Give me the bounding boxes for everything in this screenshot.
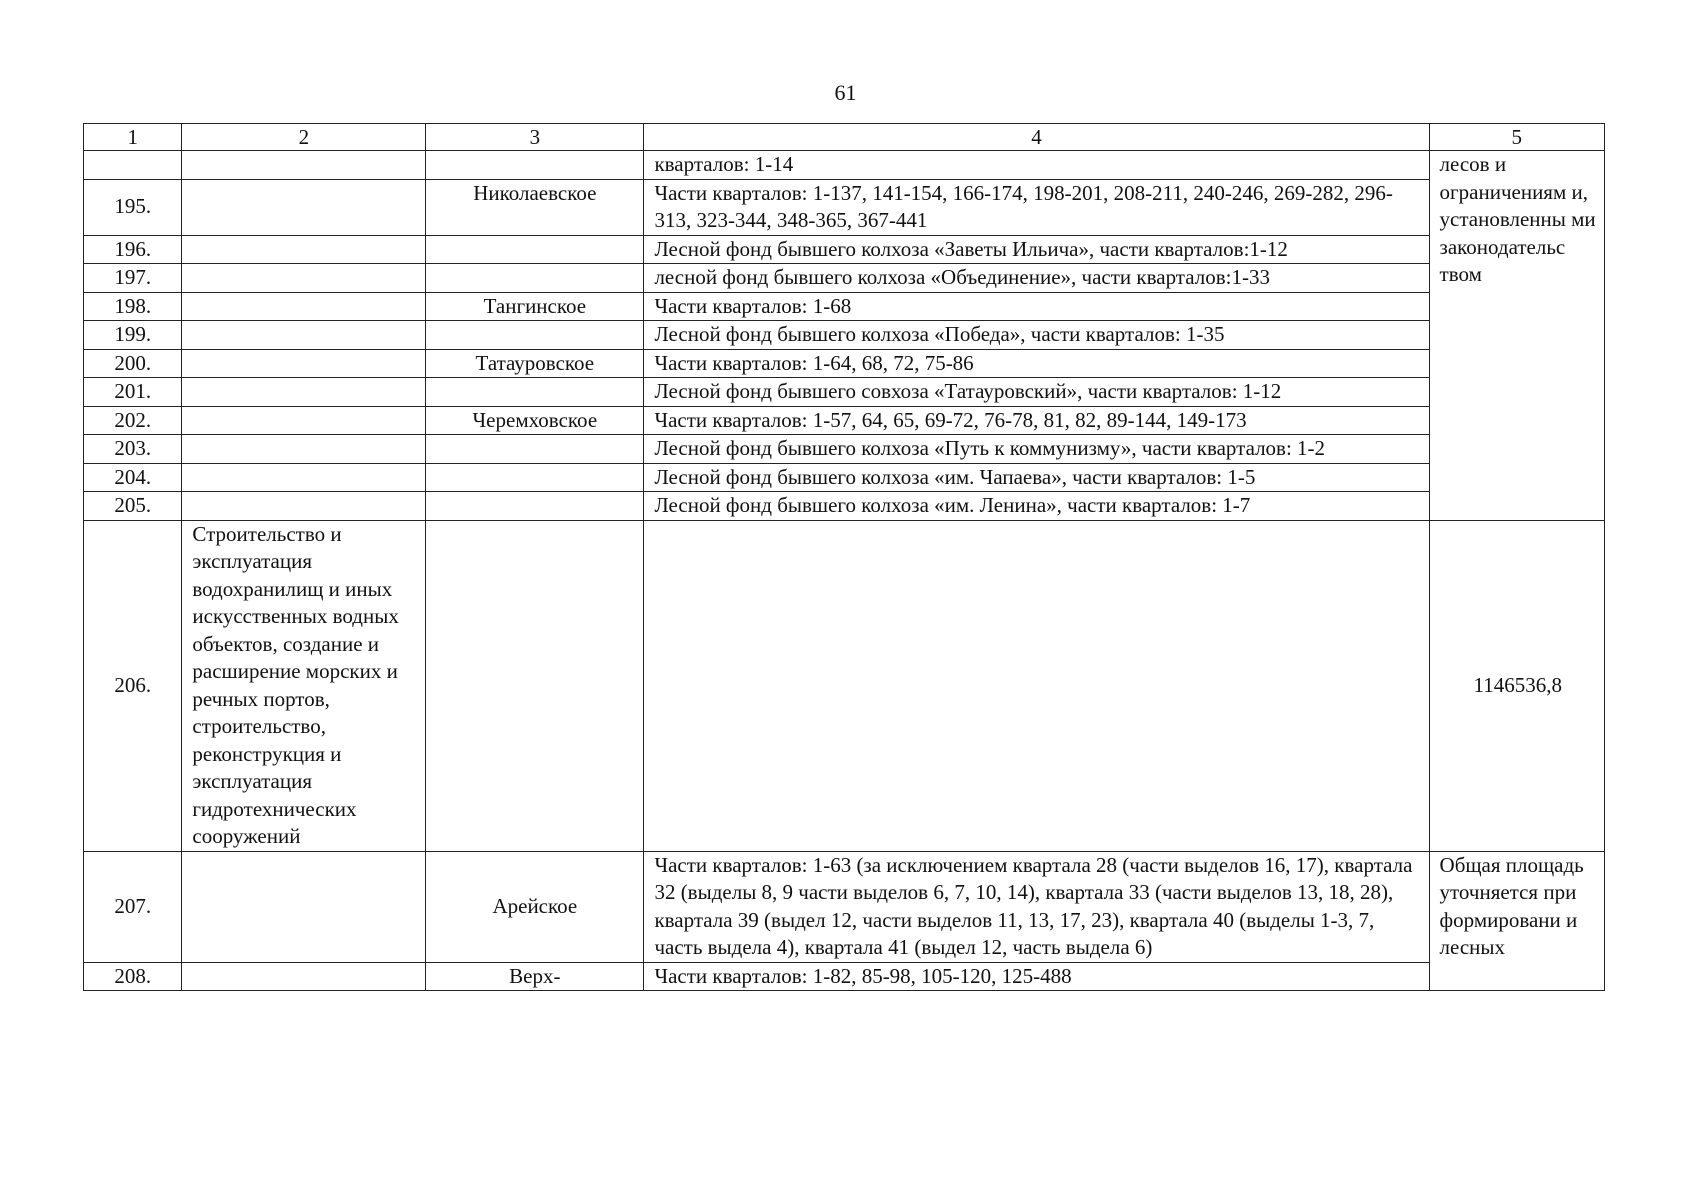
row-number: 205. (84, 492, 182, 521)
table-row (84, 378, 1605, 407)
row-forestry: Тангинское (426, 292, 644, 321)
row-purpose (182, 235, 426, 264)
row-number: 206. (84, 520, 182, 851)
row-forestry: Николаевское (426, 179, 644, 235)
row-purpose (182, 406, 426, 435)
row-quarters (644, 520, 1429, 851)
row-purpose (182, 179, 426, 235)
row-forestry (426, 235, 644, 264)
row-area: 1146536,8 (1429, 520, 1604, 851)
row-forestry (426, 264, 644, 293)
row-purpose (182, 264, 426, 293)
row-number: 203. (84, 435, 182, 464)
row-number: 202. (84, 406, 182, 435)
table-row (84, 349, 1605, 378)
row-purpose (182, 292, 426, 321)
row-purpose (182, 851, 426, 962)
row-number (84, 151, 182, 180)
row-forestry: Черемховское (426, 406, 644, 435)
row-forestry (426, 151, 644, 180)
row-number: 198. (84, 292, 182, 321)
row-purpose (182, 463, 426, 492)
row-purpose: Строительство и эксплуатация водохранилищ и иных искусственных водных объектов, создание и расширение морских и речных портов, строительство, реконструкция и эксплуатация гидротехнических сооружений (182, 520, 426, 851)
header-cell-5: 5 (1429, 124, 1604, 151)
row-number: 204. (84, 463, 182, 492)
table-row (84, 264, 1605, 293)
table-row (84, 463, 1605, 492)
page-number: 61 (834, 80, 857, 105)
forest-registry-table (83, 123, 1605, 991)
area-note: лесов и ограничениям и, установленны ми законодательс твом (1429, 151, 1604, 521)
row-quarters: Лесной фонд бывшего колхоза «Путь к коммунизму», части кварталов: 1-2 (644, 435, 1429, 464)
row-forestry (426, 378, 644, 407)
row-quarters: Части кварталов: 1-68 (644, 292, 1429, 321)
row-quarters: кварталов: 1-14 (644, 151, 1429, 180)
row-forestry: Верх- (426, 962, 644, 991)
table-row (84, 851, 1605, 962)
row-forestry: Татауровское (426, 349, 644, 378)
row-quarters: Части кварталов: 1-63 (за исключением квартала 28 (части выделов 16, 17), квартала 32 (выделы 8, 9 части выделов 6, 7, 10, 14), квартала 33 (части выделов 13, 18, 28), квартала 39 (выдел 12, части выделов 11, 13, 17, 23), квартала 40 (выделы 1-3, 7, часть выдела 4), квартала 41 (выдел 12, часть выдела 6) (644, 851, 1429, 962)
row-quarters: Части кварталов: 1-137, 141-154, 166-174, 198-201, 208-211, 240-246, 269-282, 296-313, 323-344, 348-365, 367-441 (644, 179, 1429, 235)
header-cell-3: 3 (426, 124, 644, 151)
row-quarters: Лесной фонд бывшего колхоза «им. Чапаева», части кварталов: 1-5 (644, 463, 1429, 492)
row-quarters: Лесной фонд бывшего колхоза «Заветы Ильича», части кварталов:1-12 (644, 235, 1429, 264)
header-cell-2: 2 (182, 124, 426, 151)
table-row (84, 179, 1605, 235)
table-row (84, 151, 1605, 180)
row-number: 200. (84, 349, 182, 378)
row-forestry: Арейское (426, 851, 644, 962)
row-forestry (426, 492, 644, 521)
table-row (84, 435, 1605, 464)
row-quarters: Лесной фонд бывшего совхоза «Татауровский», части кварталов: 1-12 (644, 378, 1429, 407)
table-row (84, 321, 1605, 350)
row-purpose (182, 962, 426, 991)
table-row (84, 406, 1605, 435)
row-number: 207. (84, 851, 182, 962)
row-purpose (182, 378, 426, 407)
area-note: Общая площадь уточняется при формировани и лесных (1429, 851, 1604, 991)
row-forestry (426, 321, 644, 350)
row-purpose (182, 349, 426, 378)
table-row (84, 235, 1605, 264)
table-header-row (84, 124, 1605, 151)
row-number: 199. (84, 321, 182, 350)
row-quarters: Лесной фонд бывшего колхоза «им. Ленина», части кварталов: 1-7 (644, 492, 1429, 521)
row-purpose (182, 492, 426, 521)
row-purpose (182, 435, 426, 464)
row-quarters: Части кварталов: 1-57, 64, 65, 69-72, 76-78, 81, 82, 89-144, 149-173 (644, 406, 1429, 435)
row-quarters: Лесной фонд бывшего колхоза «Победа», части кварталов: 1-35 (644, 321, 1429, 350)
row-quarters: лесной фонд бывшего колхоза «Объединение», части кварталов:1-33 (644, 264, 1429, 293)
row-forestry (426, 463, 644, 492)
table-row (84, 292, 1605, 321)
header-cell-1: 1 (84, 124, 182, 151)
table-row (84, 520, 1605, 851)
row-purpose (182, 151, 426, 180)
row-number: 197. (84, 264, 182, 293)
row-number: 195. (84, 179, 182, 235)
table-row (84, 962, 1605, 991)
row-quarters: Части кварталов: 1-64, 68, 72, 75-86 (644, 349, 1429, 378)
header-cell-4: 4 (644, 124, 1429, 151)
row-forestry (426, 435, 644, 464)
row-number: 208. (84, 962, 182, 991)
table-row (84, 492, 1605, 521)
row-number: 196. (84, 235, 182, 264)
row-number: 201. (84, 378, 182, 407)
row-purpose (182, 321, 426, 350)
row-forestry (426, 520, 644, 851)
row-quarters: Части кварталов: 1-82, 85-98, 105-120, 125-488 (644, 962, 1429, 991)
